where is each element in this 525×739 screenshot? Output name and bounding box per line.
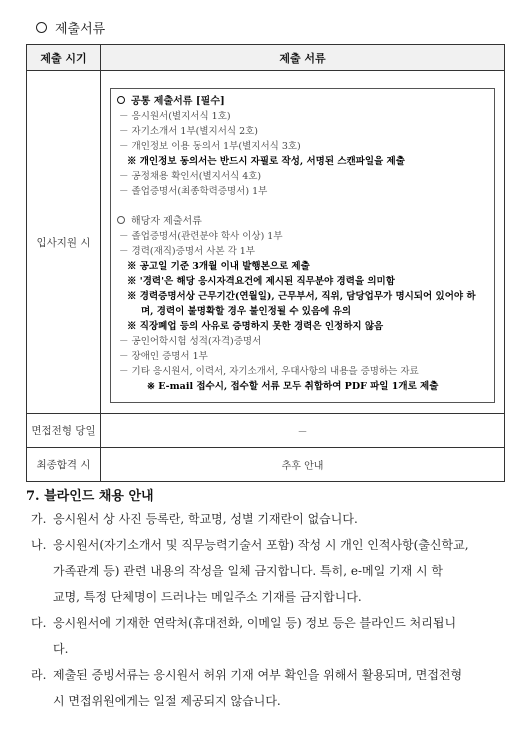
- header-submission-documents: 제출 서류: [101, 45, 505, 71]
- blind-hiring-title: 7. 블라인드 채용 안내: [26, 489, 154, 504]
- note-text: [117, 274, 488, 289]
- line-text: － 경력(재직)증명서 사본 각 1부: [119, 246, 255, 257]
- list-item: [117, 139, 488, 154]
- list-item: [117, 244, 488, 259]
- paragraph-label: 나.: [31, 538, 47, 552]
- header-submission-time: 제출 시기: [27, 45, 101, 71]
- submission-documents-table: [26, 44, 505, 482]
- line-text: ※ '경력'은 해당 응시자격요건에 제시된 직무분야 경력을 의미함: [127, 276, 395, 287]
- line-text: ※ 개인정보 동의서는 반드시 자필로 작성, 서명된 스캔파일을 제출: [127, 156, 405, 167]
- paragraph-text: 응시원서 상 사진 등록란, 학교명, 성별 기재란이 없습니다.: [53, 512, 358, 526]
- paragraph-text: 교명, 특정 단체명이 드러나는 메일주소 기재를 금지합니다.: [53, 590, 362, 604]
- section-heading-text: 제출서류: [55, 22, 106, 37]
- note-text: [117, 304, 488, 319]
- paragraph-text: 시 면접위원에게는 일절 제공되지 않습니다.: [53, 694, 281, 708]
- paragraph-text: 제출된 증빙서류는 응시원서 허위 기재 여부 확인을 위해서 활용되며, 면접전형: [53, 668, 463, 682]
- documents-cell: 추후 안내: [101, 448, 505, 482]
- optional-documents-heading: [117, 214, 488, 229]
- note-text: [117, 259, 488, 274]
- table-row: [27, 448, 505, 482]
- paragraph-label: [31, 584, 53, 610]
- note-text: [117, 379, 488, 394]
- line-text: － 졸업증명서(관련분야 학사 이상) 1부: [119, 231, 283, 242]
- note-text: [117, 289, 488, 304]
- list-item: [117, 334, 488, 349]
- note-text: [117, 319, 488, 334]
- circle-bullet-icon: [117, 216, 125, 224]
- line-text: － 졸업증명서(최종학력증명서) 1부: [119, 186, 268, 197]
- section-heading: [36, 18, 105, 37]
- required-documents-heading: [117, 94, 488, 109]
- paragraph-label: [31, 688, 53, 714]
- list-item: [117, 184, 488, 199]
- list-item: [117, 349, 488, 364]
- line-text: － 장애인 증명서 1부: [119, 351, 208, 362]
- table-row: [27, 71, 505, 414]
- blind-hiring-paragraphs: [31, 506, 505, 714]
- spacer: [117, 199, 488, 214]
- line-text: － 자기소개서 1부(별지서식 2호): [119, 126, 259, 137]
- list-item: [117, 229, 488, 244]
- paragraph-text: 가족관계 등) 관련 내용의 작성을 일체 금지합니다. 특히, e-메일 기재 시 학: [53, 564, 444, 578]
- list-item: [117, 169, 488, 184]
- phase-cell: 최종합격 시: [27, 448, 101, 482]
- circle-bullet-icon: [117, 96, 125, 104]
- table-row: [27, 414, 505, 448]
- line-text: 공통 제출서류 [필수]: [131, 96, 225, 107]
- line-text: － 공정채용 확인서(별지서식 4호): [119, 171, 262, 182]
- line-text: ※ E-mail 접수시, 접수할 서류 모두 취합하여 PDF 파일 1개로 제출: [147, 381, 439, 392]
- paragraph-label: [31, 636, 53, 662]
- paragraph-label: 다.: [31, 616, 47, 630]
- blind-paragraph-line: [31, 610, 505, 636]
- paragraph-text: 응시원서에 기재한 연락처(휴대전화, 이메일 등) 정보 등은 블라인드 처리됩니: [53, 616, 457, 630]
- blind-paragraph-line: [31, 688, 505, 714]
- phase-cell: 입사지원 시: [27, 71, 101, 414]
- circle-bullet-icon: [36, 22, 47, 33]
- documents-cell: －: [101, 414, 505, 448]
- blind-paragraph-line: [31, 506, 505, 532]
- blind-paragraph-line: [31, 532, 505, 558]
- phase-cell: 면접전형 당일: [27, 414, 101, 448]
- line-text: 해당자 제출서류: [131, 216, 202, 227]
- list-item: [117, 124, 488, 139]
- line-text: － 공인어학시험 성적(자격)증명서: [119, 336, 262, 347]
- paragraph-text: 다.: [53, 642, 69, 656]
- list-item: [117, 109, 488, 124]
- line-text: － 응시원서(별지서식 1호): [119, 111, 231, 122]
- paragraph-label: [31, 558, 53, 584]
- blind-paragraph-line: [31, 584, 505, 610]
- line-text: ※ 공고일 기준 3개월 이내 발행본으로 제출: [127, 261, 310, 272]
- line-text: 며, 경력이 불명확할 경우 불인정될 수 있음에 유의: [141, 306, 351, 317]
- blind-paragraph-line: [31, 558, 505, 584]
- table-header-row: [27, 45, 505, 71]
- documents-box: [110, 88, 495, 403]
- blind-paragraph-line: [31, 636, 505, 662]
- paragraph-label: 가.: [31, 512, 47, 526]
- paragraph-label: 라.: [31, 668, 47, 682]
- note-text: [117, 154, 488, 169]
- blind-paragraph-line: [31, 662, 505, 688]
- list-item: [117, 364, 488, 379]
- documents-cell: [101, 71, 505, 414]
- line-text: － 개인정보 이용 동의서 1부(별지서식 3호): [119, 141, 301, 152]
- line-text: ※ 경력증명서상 근무기간(연월일), 근무부서, 직위, 담당업무가 명시되어 있어야 하: [127, 291, 476, 302]
- line-text: － 기타 응시원서, 이력서, 자기소개서, 우대사항의 내용을 증명하는 자료: [119, 366, 419, 377]
- line-text: ※ 직장폐업 등의 사유로 증명하지 못한 경력은 인정하지 않음: [127, 321, 384, 332]
- paragraph-text: 응시원서(자기소개서 및 직무능력기술서 포함) 작성 시 개인 인적사항(출신학교,: [53, 538, 469, 552]
